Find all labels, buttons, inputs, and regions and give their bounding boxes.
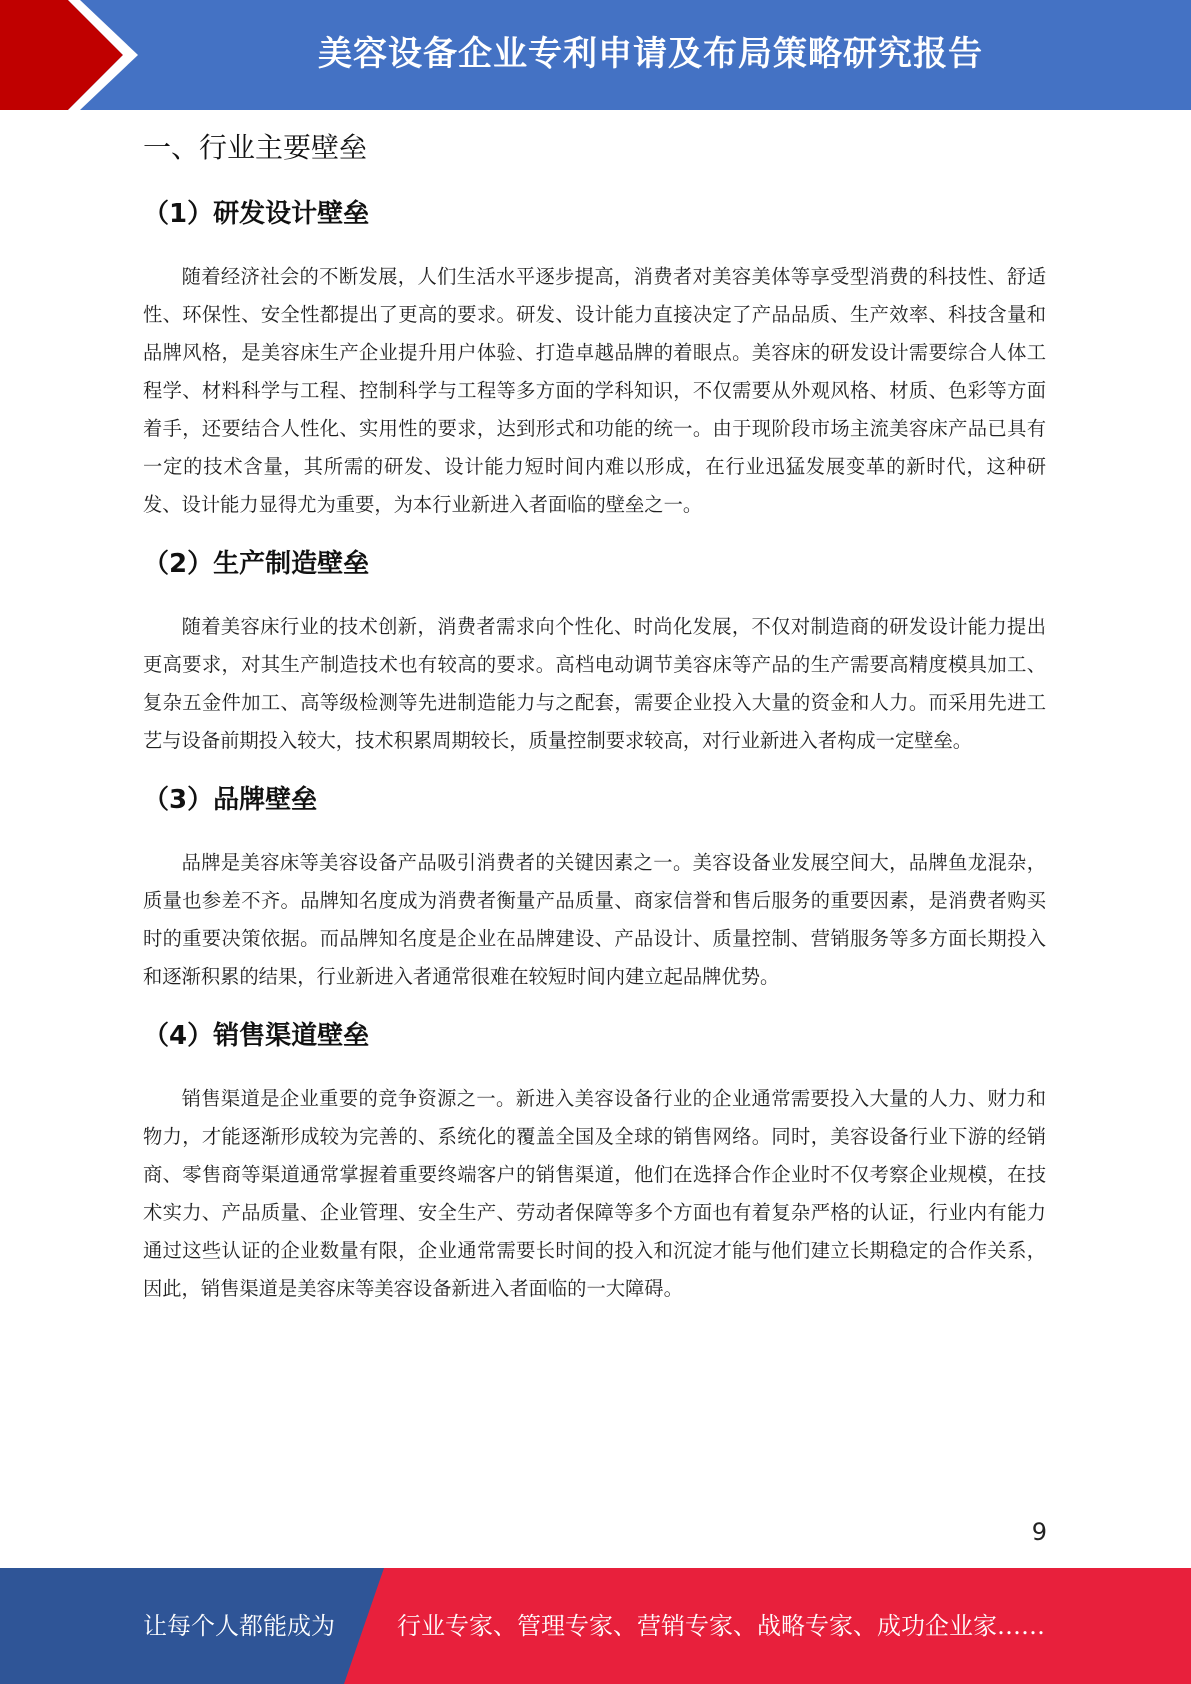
subsection-title: （4）销售渠道壁垒 xyxy=(143,1021,370,1051)
subsection-paragraph: 随着美容床行业的技术创新，消费者需求向个性化、时尚化发展，不仅对制造商的研发设计能力提出更高要求，对其生产制造技术也有较高的要求。高档电动调节美容床等产品的生产需要高精度模具加工、复杂五金件加工、高等级检测等先进制造能力与之配套，需要企业投入大量的资金和人力。而采用先进工艺与设备前期投入较大，技术积累周期较长，质量控制要求较高，对行业新进入者构成一定壁垒。 xyxy=(143,615,1046,752)
header-banner xyxy=(0,0,1191,110)
subsection-brand xyxy=(143,782,1046,996)
footer-slogan-left: 让每个人都能成为 xyxy=(143,1612,335,1640)
subsection-title: （1）研发设计壁垒 xyxy=(143,199,370,229)
section-title: 一、行业主要壁垒 xyxy=(143,131,368,164)
subsection-paragraph: 品牌是美容床等美容设备产品吸引消费者的关键因素之一。美容设备业发展空间大，品牌鱼龙混杂，质量也参差不齐。品牌知名度成为消费者衡量产品质量、商家信誉和售后服务的重要因素，是消费者购买时的重要决策依据。而品牌知名度是企业在品牌建设、产品设计、质量控制、营销服务等多方面长期投入和逐渐积累的结果，行业新进入者通常很难在较短时间内建立起品牌优势。 xyxy=(143,851,1046,988)
chevron-arrow-icon xyxy=(0,0,150,110)
subsection-title: （2）生产制造壁垒 xyxy=(143,549,370,579)
subsection-manufacturing xyxy=(143,546,1046,760)
report-title: 美容设备企业专利申请及布局策略研究报告 xyxy=(318,34,983,74)
subsection-paragraph: 随着经济社会的不断发展，人们生活水平逐步提高，消费者对美容美体等享受型消费的科技性、舒适性、环保性、安全性都提出了更高的要求。研发、设计能力直接决定了产品品质、生产效率、科技含量和品牌风格，是美容床生产企业提升用户体验、打造卓越品牌的着眼点。美容床的研发设计需要综合人体工程学、材料科学与工程、控制科学与工程等多方面的学科知识，不仅需要从外观风格、材质、色彩等方面着手，还要结合人性化、实用性的要求，达到形式和功能的统一。由于现阶段市场主流美容床产品已具有一定的技术含量，其所需的研发、设计能力短时间内难以形成，在行业迅猛发展变革的新时代，这种研发、设计能力显得尤为重要，为本行业新进入者面临的壁垒之一。 xyxy=(143,265,1046,516)
subsection-title: （3）品牌壁垒 xyxy=(143,785,318,815)
subsection-sales-channel xyxy=(143,1018,1046,1308)
footer-banner xyxy=(0,1568,1191,1684)
main-content xyxy=(143,128,1046,1324)
subsection-paragraph: 销售渠道是企业重要的竞争资源之一。新进入美容设备行业的企业通常需要投入大量的人力、财力和物力，才能逐渐形成较为完善的、系统化的覆盖全国及全球的销售网络。同时，美容设备行业下游的经销商、零售商等渠道通常掌握着重要终端客户的销售渠道，他们在选择合作企业时不仅考察企业规模，在技术实力、产品质量、企业管理、安全生产、劳动者保障等多个方面也有着复杂严格的认证，行业内有能力通过这些认证的企业数量有限，企业通常需要长时间的投入和沉淀才能与他们建立长期稳定的合作关系，因此，销售渠道是美容床等美容设备新进入者面临的一大障碍。 xyxy=(143,1087,1046,1300)
subsection-rd-design xyxy=(143,196,1046,524)
footer-slogan-right: 行业专家、管理专家、营销专家、战略专家、成功企业家…… xyxy=(397,1612,1045,1640)
page-number: 9 xyxy=(1031,1518,1047,1546)
